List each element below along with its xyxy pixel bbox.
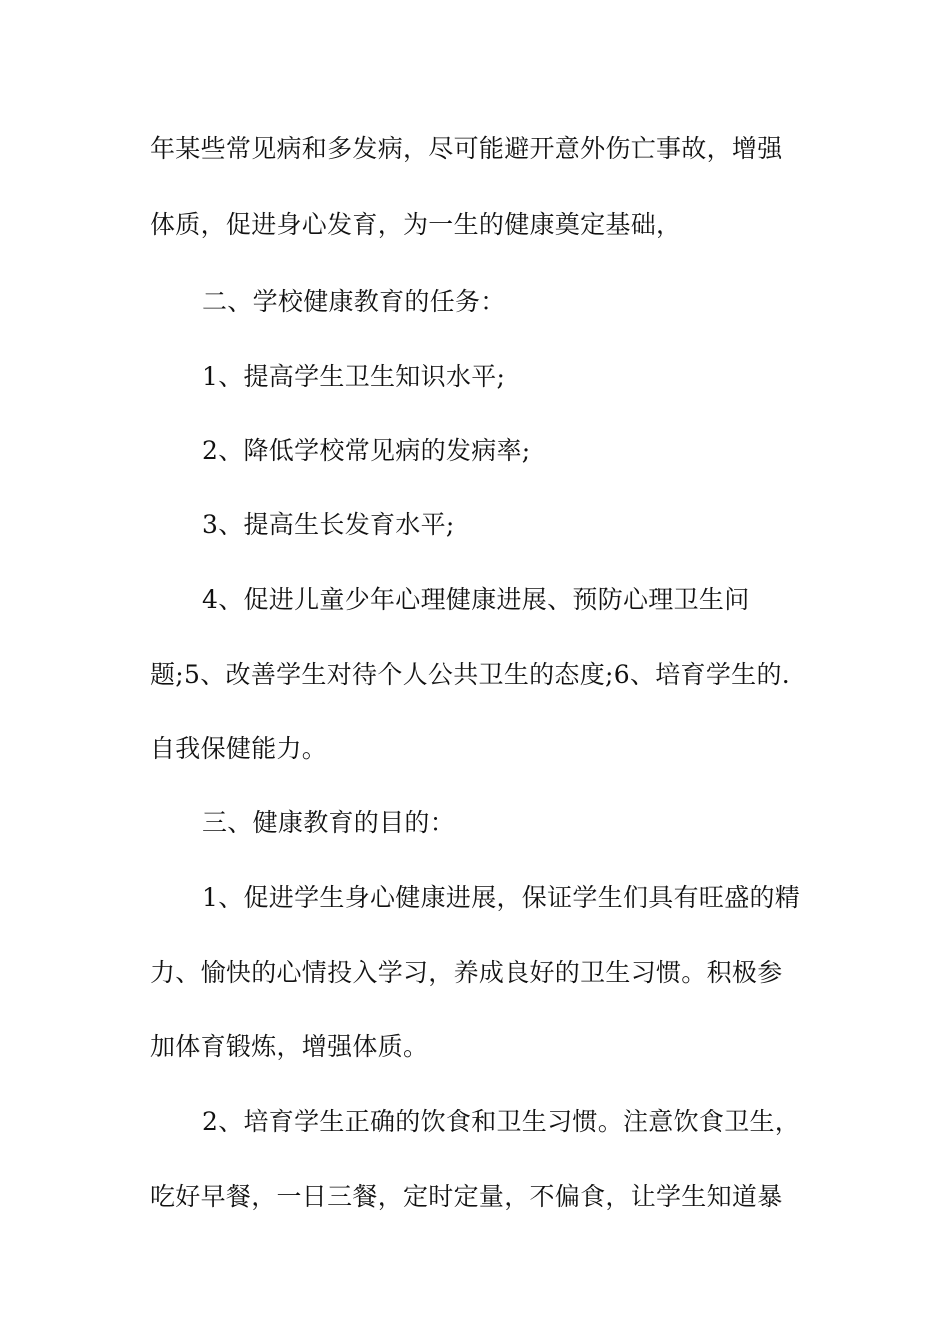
list-item: 2、培育学生正确的饮食和卫生习惯。注意饮食卫生， bbox=[202, 1107, 801, 1136]
text-line: 加体育锻炼，增强体质。 bbox=[150, 1032, 429, 1061]
text-line: 力、愉快的心情投入学习，养成良好的卫生习惯。积极参 bbox=[150, 958, 783, 987]
list-item: 1、促进学生身心健康进展，保证学生们具有旺盛的精 bbox=[202, 883, 801, 912]
list-item: 3、提高生长发育水平; bbox=[202, 510, 455, 539]
list-item: 4、促进儿童少年心理健康进展、预防心理卫生问 bbox=[202, 585, 750, 614]
text-line: 题;5、改善学生对待个人公共卫生的态度;6、培育学生的. bbox=[150, 660, 791, 689]
text-line: 自我保健能力。 bbox=[150, 734, 328, 763]
text-line: 体质，促进身心发育，为一生的健康奠定基础， bbox=[150, 210, 682, 239]
text-line: 吃好早餐，一日三餐，定时定量，不偏食，让学生知道暴 bbox=[150, 1182, 783, 1211]
text-line: 年某些常见病和多发病，尽可能避开意外伤亡事故，增强 bbox=[150, 134, 783, 163]
list-item: 2、降低学校常见病的发病率; bbox=[202, 436, 531, 465]
list-item: 1、提高学生卫生知识水平; bbox=[202, 362, 506, 391]
section-heading: 三、健康教育的目的： bbox=[202, 808, 456, 837]
section-heading: 二、学校健康教育的任务： bbox=[202, 287, 506, 316]
